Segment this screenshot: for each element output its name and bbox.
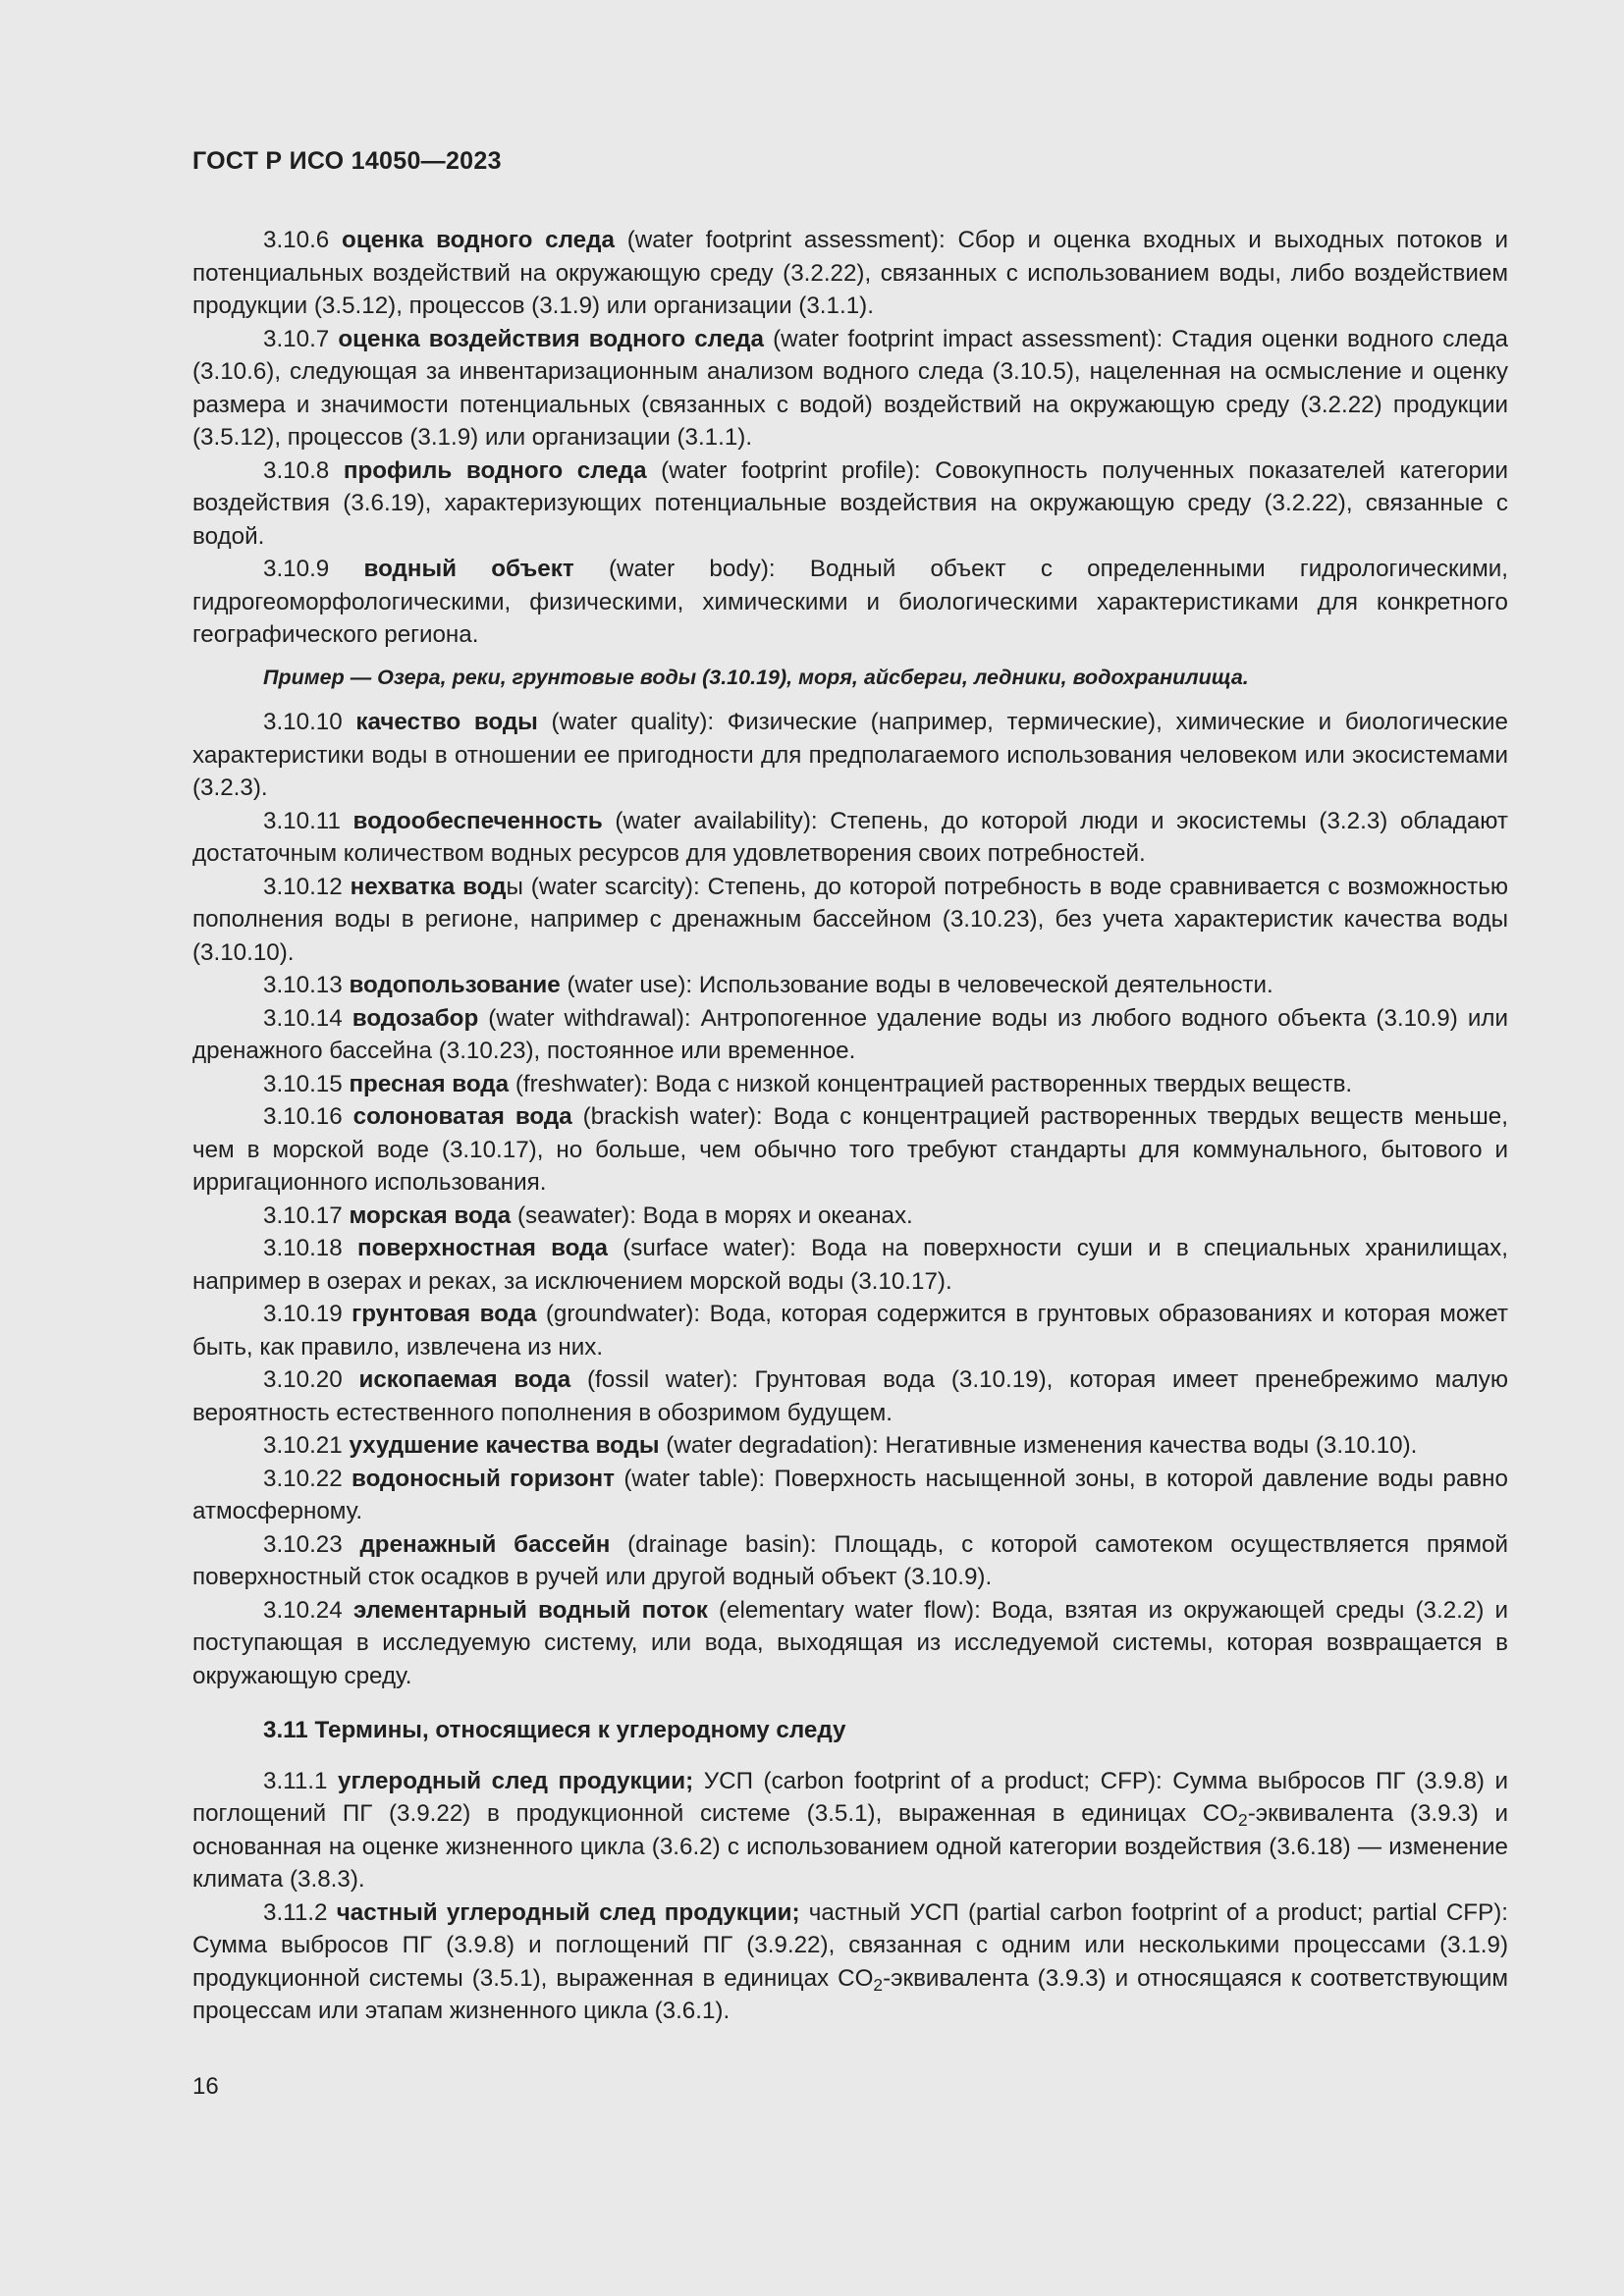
entry-number: 3.10.21 <box>263 1432 343 1459</box>
entry-number: 3.10.11 <box>263 807 341 834</box>
entry-definition: (seawater): Вода в морях и океанах. <box>511 1201 913 1229</box>
term-entry <box>192 805 1508 871</box>
entry-term: морская вода <box>349 1201 512 1229</box>
term-entry <box>192 553 1508 652</box>
entry-definition: (water table): Поверхность насыщенной зоны, в которой давление воды равно атмосферному. <box>192 1465 1508 1524</box>
entry-number: 3.10.23 <box>263 1530 343 1558</box>
term-entry <box>192 323 1508 454</box>
term-entry <box>192 1463 1508 1528</box>
entry-term: оценка водного следа <box>342 227 615 253</box>
term-entry <box>192 1068 1508 1101</box>
term-entry <box>192 1429 1508 1463</box>
entry-number: 3.10.9 <box>263 556 330 582</box>
entry-definition: (water degradation): Негативные изменения качества воды (3.10.10). <box>659 1432 1418 1459</box>
entry-number: 3.10.6 <box>263 227 330 253</box>
entry-term: элементарный водный поток <box>352 1596 708 1624</box>
entry-number: 3.10.18 <box>263 1235 343 1261</box>
entry-term: дренажный бассейн <box>359 1530 611 1558</box>
entry-definition-cont: -эквивалента (3.9.3) и относящаяся к соответствующим процессам или этапам жизненного цикла (3.6.1). <box>192 1964 1508 2024</box>
document-body <box>192 224 1508 2028</box>
subscript: 2 <box>1238 1809 1248 1830</box>
entry-number: 3.10.15 <box>263 1070 343 1097</box>
entry-term: водопользование <box>349 972 561 998</box>
entry-term: водоносный горизонт <box>352 1465 615 1492</box>
entry-number: 3.11.1 <box>263 1767 328 1794</box>
entry-number: 3.10.22 <box>263 1465 343 1492</box>
entry-number: 3.10.13 <box>263 972 343 998</box>
entry-term: частный углеродный след продукции; <box>336 1898 800 1926</box>
entry-number: 3.10.12 <box>263 873 343 900</box>
entry-definition: (water footprint profile): Совокупность полученных показателей категории воздействия (3.6.19), характеризующих потенциальные воздействия на окружающую среду (3.2.22), связанные с водой. <box>192 456 1508 550</box>
entry-definition: (brackish water): Вода с концентрацией растворенных твердых веществ меньше, чем в морской воде (3.10.17), но больше, чем обычно того требуют стандарты для коммунального, бытового и ирригационного использования. <box>192 1103 1508 1196</box>
page-number: 16 <box>192 2073 219 2100</box>
entry-term: профиль водного следа <box>343 456 647 484</box>
entry-number: 3.10.14 <box>263 1004 343 1032</box>
subscript: 2 <box>873 1974 884 1995</box>
entry-term: оценка воздействия водного следа <box>338 325 764 352</box>
entry-term: грунтовая вода <box>352 1301 537 1327</box>
term-entry <box>192 1594 1508 1693</box>
entry-definition: ы (water scarcity): Степень, до которой потребность в воде сравнивается с возможностью пополнения воды в регионе, например с дренажным бассейном (3.10.23), без учета характеристик качества воды (3.10.10). <box>192 873 1508 966</box>
entry-definition-cont: -эквивалента (3.9.3) и основанная на оценке жизненного цикла (3.6.2) с использованием одной категории воздействия (3.6.18) — изменение климата (3.8.3). <box>192 1800 1509 1893</box>
entry-number: 3.10.17 <box>263 1201 343 1229</box>
term-entry <box>192 1298 1508 1363</box>
entry-number: 3.10.16 <box>263 1103 343 1130</box>
term-entry <box>192 1100 1508 1200</box>
entry-term: водообеспеченность <box>352 807 603 834</box>
entry-definition: (freshwater): Вода с низкой концентрацией растворенных твердых веществ. <box>509 1070 1353 1097</box>
entry-term: солоноватая вода <box>352 1103 572 1130</box>
term-entry <box>192 1528 1508 1594</box>
entry-number: 3.10.20 <box>263 1366 343 1393</box>
term-entry <box>192 1363 1508 1429</box>
term-entry <box>192 1232 1508 1298</box>
entry-term: поверхностная вода <box>357 1235 608 1261</box>
entry-definition: (water footprint assessment): Сбор и оценка входных и выходных потоков и потенциальных воздействий на окружающую среду (3.2.22), связанных с использованием воды, либо воздействием продукции (3.5.12), процессов (3.1.9) или организации (3.1.1). <box>192 227 1508 319</box>
term-entry <box>192 454 1508 554</box>
entry-term: ископаемая вода <box>358 1366 571 1393</box>
entry-definition: (fossil water): Грунтовая вода (3.10.19), которая имеет пренебрежимо малую вероятность естественного пополнения в обозримом будущем. <box>192 1366 1508 1426</box>
term-entry <box>192 1200 1508 1233</box>
entry-number: 3.10.24 <box>263 1596 343 1624</box>
entry-definition: (elementary water flow): Вода, взятая из окружающей среды (3.2.2) и поступающая в исследуемую систему, или вода, выходящая из исследуемой системы, которая возвращается в окружающую среду. <box>192 1596 1508 1689</box>
entry-definition: (surface water): Вода на поверхности суши и в специальных хранилищах, например в озерах и реках, за исключением морской воды (3.10.17). <box>192 1235 1508 1295</box>
entry-definition: (water availability): Степень, до которой люди и экосистемы (3.2.3) обладают достаточным количеством водных ресурсов для удовлетворения своих потребностей. <box>192 807 1508 867</box>
entry-term: водный объект <box>363 556 574 582</box>
entry-definition: (water footprint impact assessment): Стадия оценки водного следа (3.10.6), следующая за инвентаризационным анализом водного следа (3.10.5), нацеленная на осмысление и оценку размера и значимости потенциальных (связанных с водой) воздействий на окружающую среду (3.2.22) продукции (3.5.12), процессов (3.1.9) или организации (3.1.1). <box>192 325 1508 451</box>
entry-term: качество воды <box>355 709 538 735</box>
document-header: ГОСТ Р ИСО 14050—2023 <box>192 147 502 175</box>
entry-term: нехватка вод <box>350 873 507 900</box>
entry-definition: (water use): Использование воды в человеческой деятельности. <box>560 972 1273 998</box>
term-entry <box>192 1765 1508 1896</box>
entry-term: пресная вода <box>349 1070 510 1097</box>
entry-definition: (groundwater): Вода, которая содержится в грунтовых образованиях и которая может быть, как правило, извлечена из них. <box>192 1301 1508 1361</box>
example-note: Пример — Озера, реки, грунтовые воды (3.10.19), моря, айсберги, ледники, водохранилища. <box>263 665 1249 689</box>
entry-definition: частный УСП (partial carbon footprint of a product; partial CFP): Сумма выбросов ПГ (3.9.8) и поглощений ПГ (3.9.22), связанная с одним или несколькими процессами (3.1.9) продукционной системы (3.5.1), выраженная в единицах CO <box>192 1898 1508 1992</box>
term-entry <box>192 706 1508 805</box>
term-entry <box>192 224 1508 323</box>
term-entry <box>192 1002 1508 1068</box>
section-heading: 3.11 Термины, относящиеся к углеродному следу <box>263 1717 846 1743</box>
term-entry <box>192 1896 1508 2028</box>
entry-term: углеродный след продукции; <box>338 1767 694 1794</box>
term-entry <box>192 969 1508 1002</box>
entry-number: 3.10.19 <box>263 1301 343 1327</box>
entry-definition: (water quality): Физические (например, термические), химические и биологические характеристики воды в отношении ее пригодности для предполагаемого использования человеком или экосистемами (3.2.3). <box>192 709 1508 801</box>
entry-definition: (water withdrawal): Антропогенное удаление воды из любого водного объекта (3.10.9) или дренажного бассейна (3.10.23), постоянное или временное. <box>192 1004 1508 1064</box>
entry-definition: (drainage basin): Площадь, с которой самотеком осуществляется прямой поверхностный сток осадков в ручей или другой водный объект (3.10.9). <box>192 1530 1508 1590</box>
entry-definition: (water body): Водный объект с определенными гидрологическими, гидрогеоморфологическими, физическими, химическими и биологическими характеристиками для конкретного географического региона. <box>192 556 1508 648</box>
entry-number: 3.11.2 <box>263 1898 328 1926</box>
term-entry <box>192 871 1508 970</box>
entry-number: 3.10.10 <box>263 709 343 735</box>
entry-number: 3.10.8 <box>263 456 330 484</box>
entry-number: 3.10.7 <box>263 325 330 352</box>
entry-term: водозабор <box>352 1004 479 1032</box>
entry-definition: УСП (carbon footprint of a product; CFP): Сумма выбросов ПГ (3.9.8) и поглощений ПГ (3.9.22) в продукционной системе (3.5.1), выраженная в единицах CO <box>192 1767 1509 1827</box>
entry-term: ухудшение качества воды <box>349 1432 660 1459</box>
